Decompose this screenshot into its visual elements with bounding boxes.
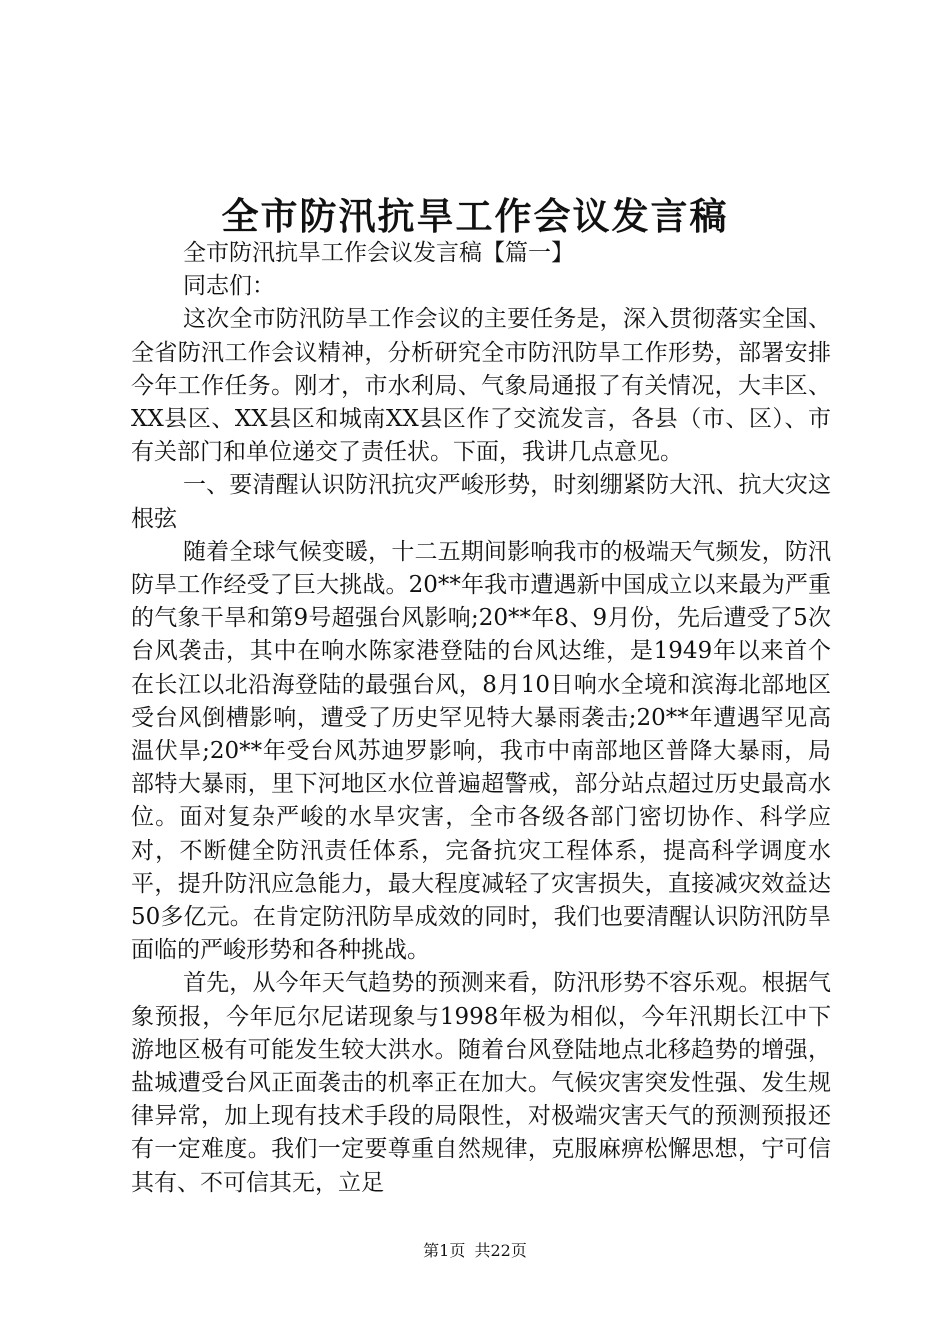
document-body xyxy=(131,237,831,1200)
page-total: 共22页 xyxy=(474,1241,527,1260)
paragraph: 这次全市防汛防旱工作会议的主要任务是，深入贯彻落实全国、全省防汛工作会议精神，分析研究全市防汛防旱工作形势，部署安排今年工作任务。刚才，市水利局、气象局通报了有关情况，大丰区、XX县区、XX县区和城南XX县区作了交流发言，各县（市、区）、市有关部门和单位递交了责任状。下面，我讲几点意见。 xyxy=(131,306,831,466)
document-title: 全市防汛抗旱工作会议发言稿 xyxy=(221,194,729,238)
paragraph: 随着全球气候变暖，十二五期间影响我市的极端天气频发，防汛防旱工作经受了巨大挑战。20**年我市遭遇新中国成立以来最为严重的气象干旱和第9号超强台风影响;20**年8、9月份，先后遭受了5次台风袭击，其中在响水陈家港登陆的台风达维，是1949年以来首个在长江以北沿海登陆的最强台风，8月10日响水全境和滨海北部地区受台风倒槽影响，遭受了历史罕见特大暴雨袭击;20**年遭遇罕见高温伏旱;20**年受台风苏迪罗影响，我市中南部地区普降大暴雨，局部特大暴雨，里下河地区水位普遍超警戒，部分站点超过历史最高水位。面对复杂严峻的水旱灾害，全市各级各部门密切协作、科学应对，不断健全防汛责任体系，完备抗灾工程体系，提高科学调度水平，提升防汛应急能力，最大程度减轻了灾害损失，直接减灾效益达50多亿元。在肯定防汛防旱成效的同时，我们也要清醒认识防汛防旱面临的严峻形势和各种挑战。 xyxy=(131,538,831,964)
paragraph: 首先，从今年天气趋势的预测来看，防汛形势不容乐观。根据气象预报，今年厄尔尼诺现象与1998年极为相似，今年汛期长江中下游地区极有可能发生较大洪水。随着台风登陆地点北移趋势的增强，盐城遭受台风正面袭击的机率正在加大。气候灾害突发性强、发生规律异常，加上现有技术手段的局限性，对极端灾害天气的预测预报还有一定难度。我们一定要尊重自然规律，克服麻痹松懈思想，宁可信其有、不可信其无，立足 xyxy=(131,970,831,1196)
page-footer xyxy=(0,1238,950,1261)
subheading: 一、要清醒认识防汛抗灾严峻形势，时刻绷紧防大汛、抗大灾这根弦 xyxy=(131,472,831,532)
page-number: 第1页 xyxy=(423,1241,466,1260)
section-heading: 全市防汛抗旱工作会议发言稿【篇一】 xyxy=(183,240,574,266)
salutation: 同志们： xyxy=(183,273,275,300)
